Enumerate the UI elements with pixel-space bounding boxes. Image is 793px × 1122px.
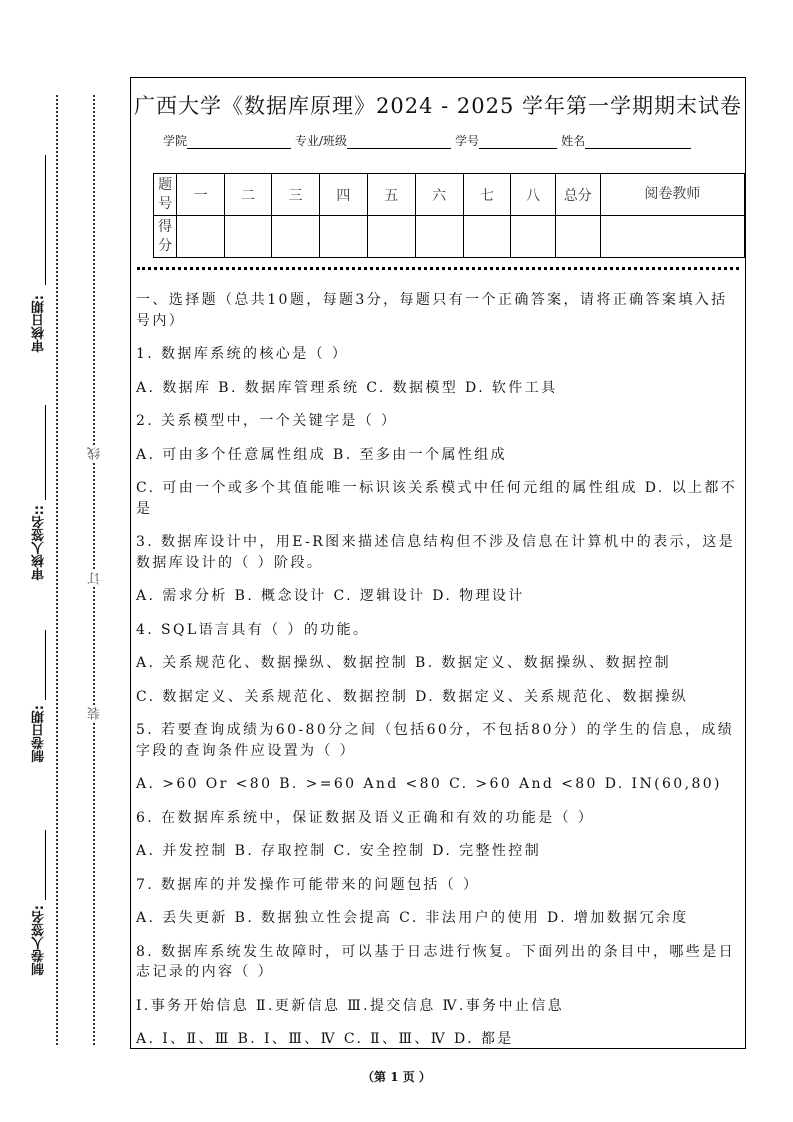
- answer-options: A. 数据库 B. 数据库管理系统 C. 数据模型 D. 软件工具: [136, 379, 558, 396]
- column-header: 四: [319, 174, 367, 216]
- score-cell[interactable]: [463, 216, 511, 258]
- review-date-label: 审核日期:: [32, 295, 47, 353]
- answer-options: A. 需求分析 B. 概念设计 C. 逻辑设计 D. 物理设计: [136, 588, 525, 604]
- column-header: 总分: [555, 174, 600, 216]
- score-cell[interactable]: [600, 216, 744, 258]
- question-number-row: [154, 174, 745, 216]
- question-text: 2. 关系模型中，一个关键字是（ ）: [136, 413, 398, 429]
- question-section: [136, 290, 741, 1063]
- margin-word-zhuang: 装: [88, 707, 103, 720]
- margin-word-ding: 订: [88, 572, 103, 585]
- column-header: 阅卷教师: [600, 174, 744, 216]
- question-text: 1. 数据库系统的核心是（ ）: [136, 346, 349, 362]
- reviewer-signature-label: 审核人签名::: [32, 505, 47, 581]
- column-header: 八: [511, 174, 555, 216]
- score-cell[interactable]: [272, 216, 320, 258]
- dotted-separator: [137, 267, 739, 270]
- student-id-field[interactable]: [479, 134, 557, 149]
- score-cell[interactable]: [319, 216, 367, 258]
- college-field[interactable]: [187, 134, 291, 149]
- column-header: 五: [367, 174, 415, 216]
- score-cell[interactable]: [511, 216, 555, 258]
- preparation-date-label: 制卷日期:: [32, 705, 47, 763]
- exam-title: 广西大学《数据库原理》2024 - 2025 学年第一学期期末试卷: [133, 94, 742, 118]
- major-class-label: 专业/班级: [295, 134, 348, 148]
- signature-line: [45, 830, 46, 900]
- question-text: 8. 数据库系统发生故障时，可以基于日志进行恢复。下面列出的条目中，哪些是日志记录的内容（ ）: [136, 943, 736, 980]
- column-header: 六: [415, 174, 463, 216]
- answer-options: C. 数据定义、关系规范化、数据控制 D. 数据定义、关系规范化、数据操纵: [136, 688, 688, 705]
- student-info-row: [163, 132, 695, 149]
- column-header: 七: [463, 174, 511, 216]
- margin-word-xian: 线: [88, 447, 103, 460]
- signature-line: [45, 155, 46, 285]
- column-header: 二: [225, 174, 272, 216]
- score-cell[interactable]: [415, 216, 463, 258]
- answer-options: A. >60 Or <80 B. >=60 And <80 C. >60 And <80 D. IN(60,80): [136, 776, 722, 792]
- signature-line: [45, 630, 46, 700]
- exam-frame: [130, 77, 746, 1049]
- section-heading: 一、选择题（总共10题，每题3分，每题只有一个正确答案，请将正确答案填入括号内）: [136, 292, 728, 329]
- score-cell[interactable]: [367, 216, 415, 258]
- answer-options: Ⅰ.事务开始信息 Ⅱ.更新信息 Ⅲ.提交信息 Ⅳ.事务中止信息: [136, 997, 565, 1014]
- column-header: 一: [177, 174, 225, 216]
- answer-options: A. 关系规范化、数据操纵、数据控制 B. 数据定义、数据操纵、数据控制: [136, 655, 672, 671]
- question-text: 5. 若要查询成绩为60-80分之间（包括60分，不包括80分）的学生的信息，成绩字段的查询条件应设置为（ ）: [136, 722, 735, 759]
- score-table: [153, 173, 745, 258]
- answer-options: A. 丢失更新 B. 数据独立性会提高 C. 非法用户的使用 D. 增加数据冗余度: [136, 910, 689, 926]
- score-cell[interactable]: [225, 216, 272, 258]
- score-cell[interactable]: [555, 216, 600, 258]
- question-text: 7. 数据库的并发操作可能带来的问题包括（ ）: [136, 876, 480, 893]
- name-field[interactable]: [585, 134, 691, 149]
- row-label: 题号: [154, 174, 177, 216]
- binding-dotted-line-outer: [56, 95, 58, 1045]
- question-text: 4. SQL语言具有（ ）的功能。: [136, 621, 370, 638]
- score-row: [154, 216, 745, 258]
- signature-line: [45, 405, 46, 500]
- column-header: 三: [272, 174, 320, 216]
- college-label: 学院: [163, 134, 188, 148]
- answer-options: A. 并发控制 B. 存取控制 C. 安全控制 D. 完整性控制: [136, 843, 542, 859]
- major-class-field[interactable]: [347, 134, 451, 149]
- score-cell[interactable]: [177, 216, 225, 258]
- page-number: （第 1 页 ）: [362, 1070, 431, 1084]
- question-text: 3. 数据库设计中，用E-R图来描述信息结构但不涉及信息在计算机中的表示，这是数据库设计的（ ）阶段。: [136, 534, 736, 571]
- name-label: 姓名: [561, 134, 586, 148]
- student-id-label: 学号: [455, 134, 480, 148]
- answer-options: C. 可由一个或多个其值能唯一标识该关系模式中任何元组的属性组成 D. 以上都不是: [136, 480, 738, 517]
- answer-options: A. Ⅰ、Ⅱ、Ⅲ B. Ⅰ、Ⅲ、Ⅳ C. Ⅱ、Ⅲ、Ⅳ D. 都是: [136, 1031, 514, 1047]
- preparer-signature-label: 制卷人签名:: [32, 905, 47, 976]
- question-text: 6. 在数据库系统中，保证数据及语义正确和有效的功能是（ ）: [136, 809, 595, 826]
- row-label: 得分: [154, 216, 177, 258]
- answer-options: A. 可由多个任意属性组成 B. 至多由一个属性组成: [136, 446, 508, 463]
